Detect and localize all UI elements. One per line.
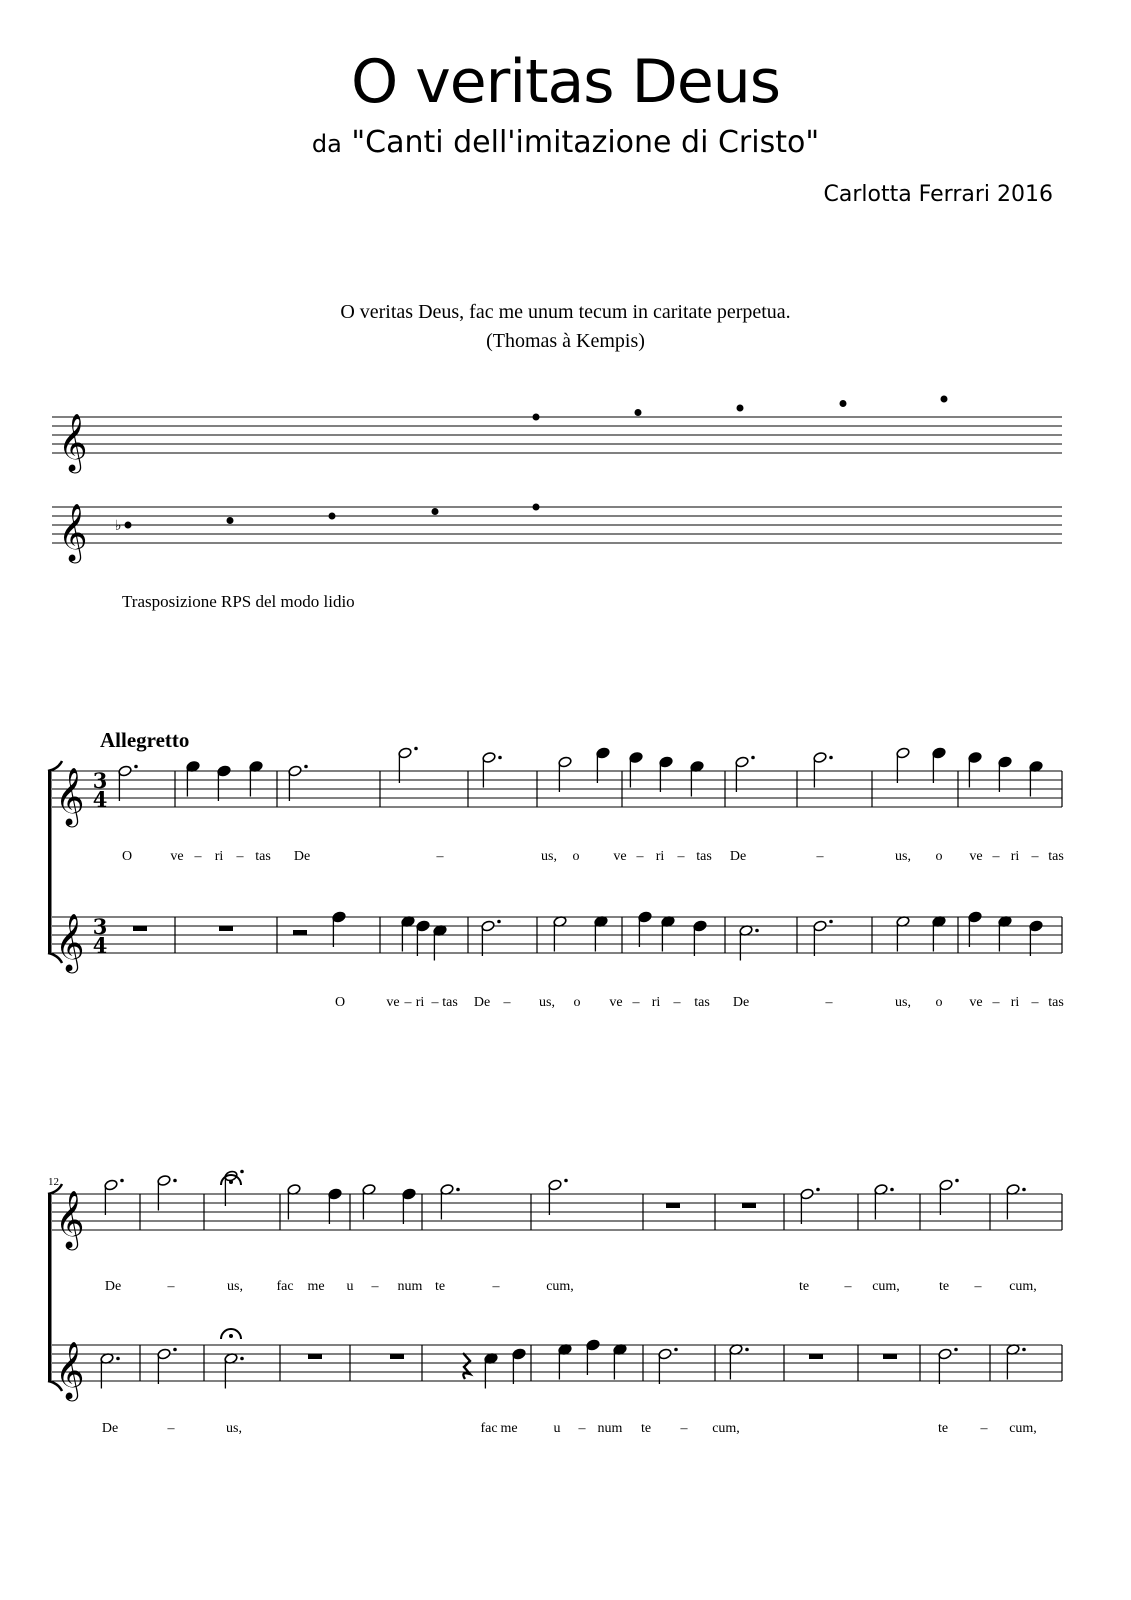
lyric-syllable: – xyxy=(992,849,1000,864)
tempo-marking: Allegretto xyxy=(100,728,190,752)
time-signature-numerator: 3 xyxy=(92,914,108,939)
whole-rest xyxy=(809,1354,823,1359)
lyric-syllable: – xyxy=(677,849,685,864)
treble-clef-icon: 𝄞 xyxy=(55,1190,85,1248)
lyric-syllable: cum, xyxy=(872,1279,900,1294)
lyric-syllable: – xyxy=(992,995,1000,1010)
lyric-syllable: – xyxy=(503,995,511,1010)
lyric-syllable: – xyxy=(673,995,681,1010)
dot xyxy=(414,747,418,751)
lyric-syllable: O xyxy=(334,995,346,1010)
staff xyxy=(52,417,1062,453)
lyric-syllable: – xyxy=(844,1279,852,1294)
lyric-syllable: te xyxy=(937,1421,949,1436)
lyric-syllable: me xyxy=(307,1279,325,1294)
dot xyxy=(955,1179,959,1183)
lyric-syllable: us, xyxy=(541,849,557,864)
lyric-syllable: – xyxy=(980,1421,988,1436)
whole-rest xyxy=(883,1354,897,1359)
lyric-syllable: – xyxy=(825,995,833,1010)
scale-note xyxy=(737,405,744,412)
dot xyxy=(816,1188,820,1192)
lyric-syllable: – xyxy=(236,849,244,864)
dot xyxy=(456,1188,460,1192)
composer: Carlotta Ferrari 2016 xyxy=(823,182,1053,207)
dot xyxy=(1022,1188,1026,1192)
lyric-syllable: – xyxy=(578,1421,586,1436)
flat-icon: ♭ xyxy=(115,518,122,534)
dot xyxy=(240,1170,244,1174)
dot xyxy=(755,929,759,933)
dot xyxy=(564,1179,568,1183)
scale-note xyxy=(533,504,540,511)
lyric-syllable: me xyxy=(500,1421,518,1436)
lyric-syllable: – xyxy=(680,1421,688,1436)
time-signature-denominator: 4 xyxy=(92,787,108,812)
dot xyxy=(120,1179,124,1183)
lyric-syllable: ri xyxy=(415,995,425,1010)
scale-note xyxy=(635,409,642,416)
fermata-dot xyxy=(229,1180,233,1184)
lyric-syllable: te xyxy=(798,1279,810,1294)
lyric-syllable: O xyxy=(121,849,133,864)
whole-rest xyxy=(666,1203,680,1208)
lyric-syllable: – xyxy=(974,1279,982,1294)
dot xyxy=(304,765,308,769)
scale-note xyxy=(227,517,234,524)
dot xyxy=(745,1348,749,1352)
dot xyxy=(240,1357,244,1361)
lyric-syllable: – xyxy=(371,1279,379,1294)
lyric-syllable: De xyxy=(473,995,491,1010)
lyric-syllable: – xyxy=(167,1279,175,1294)
lyric-syllable: u xyxy=(553,1421,561,1436)
dot xyxy=(116,1357,120,1361)
half-rest xyxy=(293,930,307,935)
whole-rest xyxy=(390,1354,404,1359)
dot xyxy=(497,920,501,924)
time-signature-denominator: 4 xyxy=(92,933,108,958)
system-bracket xyxy=(48,1194,52,1381)
scale-note xyxy=(533,414,540,421)
scale-note xyxy=(125,522,132,529)
lyric-syllable: De xyxy=(732,995,750,1010)
lyric-syllable: tas xyxy=(1048,849,1064,864)
lyric-syllable: ri xyxy=(1010,995,1020,1010)
lyric-syllable: tas xyxy=(255,849,271,864)
whole-rest xyxy=(219,926,233,931)
lyric-syllable: u xyxy=(346,1279,354,1294)
lyric-syllable: ri xyxy=(651,995,661,1010)
staff xyxy=(52,771,1062,807)
lyric-syllable: ve xyxy=(969,995,983,1010)
quarter-rest xyxy=(463,1353,470,1379)
time-signature-numerator: 3 xyxy=(92,768,108,793)
lyric-syllable: num xyxy=(397,1279,423,1294)
lyric-syllable: te xyxy=(640,1421,652,1436)
lyric-syllable: De xyxy=(293,849,311,864)
lyric-syllable: tas xyxy=(694,995,710,1010)
epigraph-text: O veritas Deus, fac me unum tecum in caritate perpetua. xyxy=(340,301,791,323)
lyric-syllable: De xyxy=(729,849,747,864)
treble-clef-icon: 𝄞 xyxy=(55,1341,85,1399)
subtitle-work: "Canti dell'imitazione di Cristo" xyxy=(351,125,820,160)
lyric-syllable: o xyxy=(935,995,943,1010)
lyric-syllable: cum, xyxy=(712,1421,740,1436)
lyric-syllable: – xyxy=(194,849,202,864)
lyric-syllable: tas xyxy=(442,995,458,1010)
lyric-syllable: – xyxy=(431,995,439,1010)
lyric-syllable: o xyxy=(572,849,580,864)
lyric-syllable: us, xyxy=(895,995,911,1010)
mode-caption: Trasposizione RPS del modo lidio xyxy=(122,592,355,611)
lyric-syllable: o xyxy=(573,995,581,1010)
lyric-syllable: us, xyxy=(227,1279,243,1294)
dot xyxy=(498,756,502,760)
lyric-syllable: ve xyxy=(609,995,623,1010)
epigraph-attribution: (Thomas à Kempis) xyxy=(486,330,645,352)
lyric-syllable: ri xyxy=(214,849,224,864)
treble-clef-icon: 𝄞 xyxy=(58,503,88,561)
lyric-syllable: us, xyxy=(226,1421,242,1436)
dot xyxy=(751,756,755,760)
lyric-syllable: te xyxy=(938,1279,950,1294)
dot xyxy=(954,1348,958,1352)
lyric-syllable: – xyxy=(1031,995,1039,1010)
system-bracket xyxy=(48,771,52,953)
scale-note xyxy=(329,513,336,520)
lyric-syllable: ri xyxy=(1010,849,1020,864)
lyric-syllable: tas xyxy=(696,849,712,864)
dot xyxy=(890,1188,894,1192)
dot xyxy=(134,765,138,769)
lyric-syllable: ve xyxy=(170,849,184,864)
treble-clef-icon: 𝄞 xyxy=(55,767,85,825)
lyric-syllable: tas xyxy=(1048,995,1064,1010)
subtitle-prefix: da xyxy=(311,130,342,158)
whole-rest xyxy=(308,1354,322,1359)
page-title: O veritas Deus xyxy=(350,47,781,117)
lyric-syllable: num xyxy=(597,1421,623,1436)
lyric-syllable: – xyxy=(492,1279,500,1294)
lyric-syllable: – xyxy=(436,849,444,864)
whole-rest xyxy=(133,926,147,931)
lyric-syllable: ve xyxy=(613,849,627,864)
lyric-syllable: fac xyxy=(276,1279,294,1294)
dot xyxy=(674,1348,678,1352)
lyric-syllable: – xyxy=(167,1421,175,1436)
lyric-syllable: cum, xyxy=(1009,1421,1037,1436)
lyric-syllable: te xyxy=(434,1279,446,1294)
lyric-syllable: o xyxy=(935,849,943,864)
treble-clef-icon: 𝄞 xyxy=(58,413,88,471)
staff xyxy=(52,507,1062,543)
fermata-dot xyxy=(229,1334,233,1338)
scale-note xyxy=(432,508,439,515)
measure-number: 12 xyxy=(48,1176,59,1188)
lyric-syllable: us, xyxy=(895,849,911,864)
whole-rest xyxy=(742,1203,756,1208)
lyric-syllable: cum, xyxy=(546,1279,574,1294)
scale-note xyxy=(840,400,847,407)
lyric-syllable: ve xyxy=(969,849,983,864)
lyric-syllable: De xyxy=(104,1279,122,1294)
dot xyxy=(173,1348,177,1352)
dot xyxy=(1022,1348,1026,1352)
dot xyxy=(173,1179,177,1183)
lyric-syllable: fac xyxy=(480,1421,498,1436)
dot xyxy=(829,756,833,760)
treble-clef-icon: 𝄞 xyxy=(55,913,85,971)
lyric-syllable: – xyxy=(816,849,824,864)
lyric-syllable: – xyxy=(404,995,412,1010)
lyric-syllable: cum, xyxy=(1009,1279,1037,1294)
lyric-syllable: ri xyxy=(655,849,665,864)
scale-note xyxy=(941,396,948,403)
lyric-syllable: – xyxy=(1031,849,1039,864)
lyric-syllable: ve xyxy=(386,995,400,1010)
lyric-syllable: – xyxy=(636,849,644,864)
lyric-syllable: – xyxy=(632,995,640,1010)
lyric-syllable: us, xyxy=(539,995,555,1010)
lyric-syllable: De xyxy=(101,1421,119,1436)
dot xyxy=(829,920,833,924)
